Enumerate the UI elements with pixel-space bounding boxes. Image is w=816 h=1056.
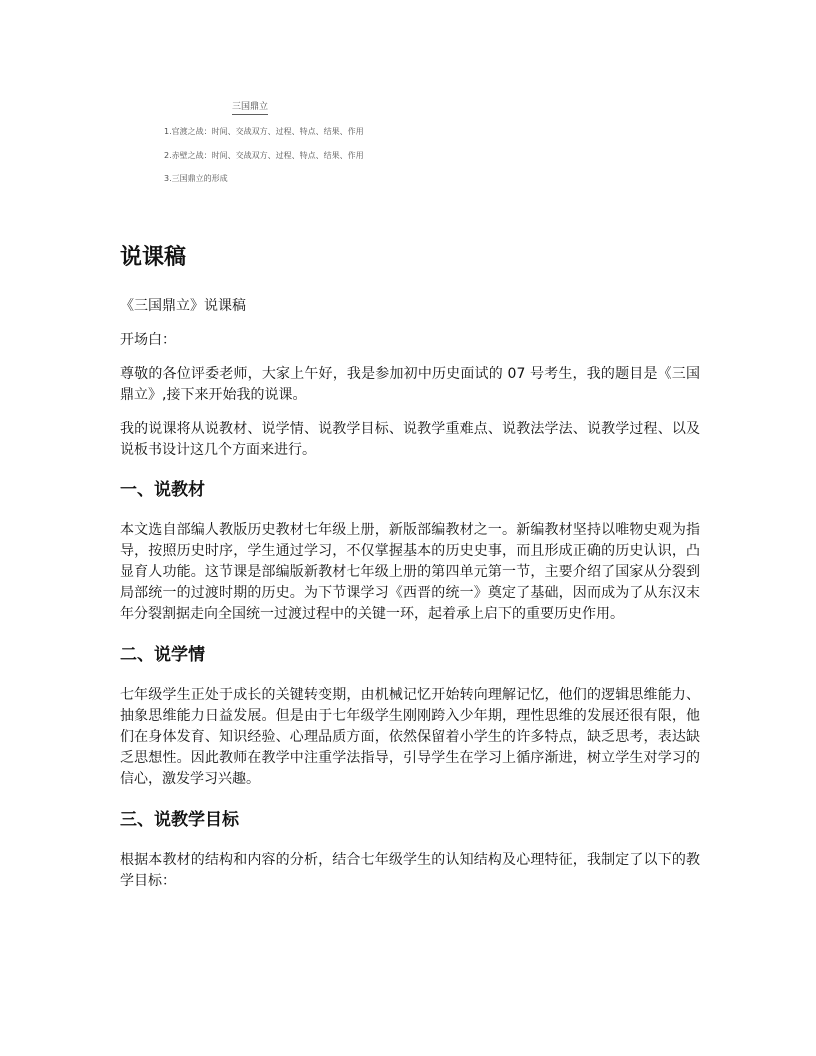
board-line-guandu: 1.官渡之战：时间、交战双方、过程、特点、结果、作用 (164, 127, 364, 136)
board-line-formation: 3.三国鼎立的形成 (164, 174, 228, 183)
opening-label: 开场白： (120, 332, 176, 348)
greeting-paragraph: 尊敬的各位评委老师，大家上午好，我是参加初中历史面试的 07 号考生，我的题目是《三国鼎立》,接下来开始我的说课。 (120, 366, 700, 403)
section-body-objectives: 根据本教材的结构和内容的分析，结合七年级学生的认知结构及心理特征，我制定了以下的教学目标： (120, 852, 700, 889)
section-heading-textbook: 一、说教材 (120, 480, 205, 500)
section-heading-objectives: 三、说教学目标 (120, 810, 239, 830)
section-body-students: 七年级学生正处于成长的关键转变期，由机械记忆开始转向理解记忆，他们的逻辑思维能力、抽象思维能力日益发展。但是由于七年级学生刚刚跨入少年期，理性思维的发展还很有限，他们在身体发育、知识经验、心理品质方面，依然保留着小学生的许多特点，缺乏思考，表达缺乏思想性。因此教师在教学中注重学法指导，引导学生在学习上循序渐进，树立学生对学习的信心，激发学习兴趣。 (120, 687, 700, 787)
section-heading-students: 二、说学情 (120, 645, 205, 665)
document-subtitle: 《三国鼎立》说课稿 (120, 298, 246, 314)
document-body (120, 238, 700, 892)
document-title: 说课稿 (120, 245, 187, 270)
blackboard-design-image (160, 100, 480, 190)
section-body-textbook: 本文选自部编人教版历史教材七年级上册，新版部编教材之一。新编教材坚持以唯物史观为指导，按照历史时序，学生通过学习，不仅掌握基本的历史史事，而且形成正确的历史认识，凸显育人功能。这节课是部编版新教材七年级上册的第四单元第一节，主要介绍了国家从分裂到局部统一的过渡时期的历史。为下节课学习《西晋的统一》奠定了基础，因而成为了从东汉末年分裂割据走向全国统一过渡过程中的关键一环，起着承上启下的重要历史作用。 (120, 522, 700, 622)
board-line-chibi: 2.赤壁之战：时间、交战双方、过程、特点、结果、作用 (164, 151, 364, 160)
outline-paragraph: 我的说课将从说教材、说学情、说教学目标、说教学重难点、说教法学法、说教学过程、以及说板书设计这几个方面来进行。 (120, 421, 700, 458)
board-title: 三国鼎立 (232, 102, 268, 115)
